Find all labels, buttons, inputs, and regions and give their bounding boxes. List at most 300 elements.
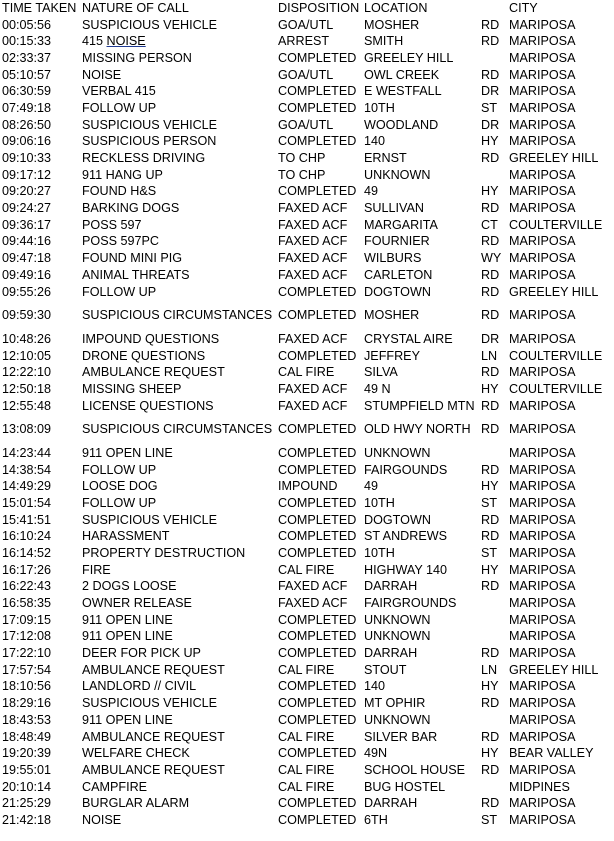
location-cell: 49N [364,746,388,761]
table-row [0,762,614,779]
table-row [0,67,614,84]
nature-cell: WELFARE CHECK [82,746,190,761]
table-row [0,612,614,629]
table-row [0,414,614,445]
disposition-cell: COMPLETED [278,495,357,510]
table-header [0,0,614,17]
nature-cell: SUSPICIOUS VEHICLE [82,696,218,711]
table-row [0,462,614,479]
time-cell: 09:10:33 [2,151,52,166]
time-cell: 09:36:17 [2,217,52,232]
disposition-cell: COMPLETED [278,284,357,299]
disposition-cell: CAL FIRE [278,662,335,677]
location-cell: JEFFREY [364,348,420,363]
city-cell: MARIPOSA [509,251,576,266]
table-row [0,595,614,612]
city-cell: MARIPOSA [509,167,576,182]
city-cell: MARIPOSA [509,84,576,99]
nature-cell: 911 OPEN LINE [82,629,173,644]
location-cell: HIGHWAY 140 [364,562,448,577]
disposition-cell: CAL FIRE [278,779,335,794]
time-cell: 00:15:33 [2,34,52,49]
location-cell: DOGTOWN [364,284,431,299]
street-type-cell: DR [481,331,500,346]
nature-cell: FOUND H&S [82,184,157,199]
time-cell: 09:24:27 [2,201,52,216]
location-cell: SILVA [364,365,398,380]
nature-cell: LICENSE QUESTIONS [82,398,214,413]
nature-cell: 911 OPEN LINE [82,445,173,460]
time-cell: 09:47:18 [2,251,52,266]
disposition-cell: COMPLETED [278,134,357,149]
nature-cell: 911 HANG UP [82,167,163,182]
disposition-cell: COMPLETED [278,629,357,644]
city-cell: COULTERVILLE [509,348,603,363]
nature-cell: SUSPICIOUS VEHICLE [82,117,218,132]
header-nature-of-call: NATURE OF CALL [82,0,189,15]
nature-cell: 415 NOISE [82,34,146,49]
disposition-cell: COMPLETED [278,348,357,363]
nature-cell: 911 OPEN LINE [82,712,173,727]
time-cell: 19:55:01 [2,762,52,777]
street-type-cell: RD [481,67,500,82]
city-cell: MARIPOSA [509,422,576,437]
table-row [0,284,614,301]
time-cell: 09:20:27 [2,184,52,199]
street-type-cell [479,445,507,462]
street-type-cell: RD [481,365,500,380]
header-time-taken: TIME TAKEN [2,0,77,15]
street-type-cell: HY [481,746,499,761]
table-row [0,250,614,267]
time-cell: 07:49:18 [2,100,52,115]
time-cell: 09:49:16 [2,267,52,282]
header-street-type [479,0,507,17]
disposition-cell: GOA/UTL [278,67,334,82]
nature-cell: ANIMAL THREATS [82,267,190,282]
city-cell: BEAR VALLEY [509,746,594,761]
city-cell: MARIPOSA [509,100,576,115]
location-cell: 140 [364,679,386,694]
location-cell: STOUT [364,662,407,677]
location-cell: UNKNOWN [364,712,431,727]
city-cell: MARIPOSA [509,529,576,544]
disposition-cell: CAL FIRE [278,562,335,577]
table-row [0,512,614,529]
street-type-cell: ST [481,545,498,560]
location-cell: FOURNIER [364,234,430,249]
location-cell: SCHOOL HOUSE [364,762,466,777]
table-row [0,495,614,512]
table-row [0,745,614,762]
city-cell: MARIPOSA [509,679,576,694]
disposition-cell: COMPLETED [278,445,357,460]
street-type-cell: HY [481,562,499,577]
disposition-cell: COMPLETED [278,746,357,761]
street-type-cell: RD [481,284,500,299]
nature-cell: SUSPICIOUS VEHICLE [82,17,218,32]
table-row [0,267,614,284]
city-cell: MARIPOSA [509,579,576,594]
nature-cell: HARASSMENT [82,529,170,544]
location-cell: CRYSTAL AIRE [364,331,453,346]
street-type-cell [479,50,507,67]
time-cell: 05:10:57 [2,67,52,82]
table-row [0,812,614,829]
table-body [0,17,614,829]
location-cell: FAIRGOUNDS [364,462,448,477]
time-cell: 14:38:54 [2,462,52,477]
disposition-cell: FAXED ACF [278,234,348,249]
street-type-cell: WY [481,251,502,266]
street-type-cell: RD [481,646,500,661]
location-cell: DARRAH [364,579,418,594]
street-type-cell: DR [481,84,500,99]
time-cell: 08:26:50 [2,117,52,132]
time-cell: 12:55:48 [2,398,52,413]
time-cell: 10:48:26 [2,331,52,346]
table-row [0,695,614,712]
disposition-cell: TO CHP [278,151,326,166]
table-row [0,662,614,679]
time-cell: 06:30:59 [2,84,52,99]
table-row [0,729,614,746]
city-cell: MARIPOSA [509,445,576,460]
time-cell: 18:43:53 [2,712,52,727]
street-type-cell [479,779,507,796]
time-cell: 12:10:05 [2,348,52,363]
nature-cell: SUSPICIOUS CIRCUMSTANCES [82,422,273,437]
location-cell: MT OPHIR [364,696,426,711]
disposition-cell: FAXED ACF [278,331,348,346]
disposition-cell: FAXED ACF [278,217,348,232]
nature-cell: SUSPICIOUS CIRCUMSTANCES [82,308,273,323]
location-cell: WILBURS [364,251,422,266]
nature-cell: MISSING SHEEP [82,381,182,396]
nature-cell: FOLLOW UP [82,462,157,477]
disposition-cell: GOA/UTL [278,117,334,132]
nature-cell: RECKLESS DRIVING [82,151,206,166]
street-type-cell [479,712,507,729]
disposition-cell: COMPLETED [278,308,357,323]
table-row [0,200,614,217]
street-type-cell: HY [481,381,499,396]
table-row [0,217,614,234]
city-cell: MARIPOSA [509,50,576,65]
disposition-cell: FAXED ACF [278,267,348,282]
table-row [0,579,614,596]
street-type-cell: RD [481,34,500,49]
nature-cell: POSS 597PC [82,234,160,249]
location-cell: ST ANDREWS [364,529,448,544]
disposition-cell: COMPLETED [278,512,357,527]
disposition-cell: GOA/UTL [278,17,334,32]
city-cell: MARIPOSA [509,729,576,744]
city-cell: MARIPOSA [509,331,576,346]
location-cell: BUG HOSTEL [364,779,446,794]
location-cell: E WESTFALL [364,84,442,99]
header-city: CITY [509,0,538,15]
nature-cell: LANDLORD // CIVIL [82,679,197,694]
street-type-cell: RD [481,796,500,811]
table-row [0,100,614,117]
disposition-cell: FAXED ACF [278,251,348,266]
nature-cell: 2 DOGS LOOSE [82,579,177,594]
header-location: LOCATION [364,0,428,15]
disposition-cell: FAXED ACF [278,579,348,594]
nature-cell: IMPOUND QUESTIONS [82,331,220,346]
time-cell: 14:49:29 [2,479,52,494]
disposition-cell: COMPLETED [278,796,357,811]
disposition-cell: TO CHP [278,167,326,182]
table-row [0,33,614,50]
location-cell: MOSHER [364,308,420,323]
city-cell: COULTERVILLE [509,381,603,396]
location-cell: GREELEY HILL [364,50,454,65]
table-row [0,150,614,167]
nature-cell: AMBULANCE REQUEST [82,762,225,777]
city-cell: MARIPOSA [509,495,576,510]
location-cell: STUMPFIELD MTN [364,398,475,413]
table-row [0,795,614,812]
nature-cell: AMBULANCE REQUEST [82,662,225,677]
time-cell: 20:10:14 [2,779,52,794]
street-type-cell: RD [481,462,500,477]
location-cell: MARGARITA [364,217,438,232]
time-cell: 00:05:56 [2,17,52,32]
disposition-cell: IMPOUND [278,479,338,494]
location-cell: OWL CREEK [364,67,440,82]
disposition-cell: ARREST [278,34,330,49]
table-row [0,348,614,365]
nature-cell: PROPERTY DESTRUCTION [82,545,246,560]
table-row [0,117,614,134]
city-cell: MIDPINES [509,779,570,794]
disposition-cell: CAL FIRE [278,365,335,380]
location-cell: CARLETON [364,267,433,282]
location-cell: ERNST [364,151,407,166]
time-cell: 09:17:12 [2,167,52,182]
street-type-cell: RD [481,512,500,527]
nature-cell: POSS 597 [82,217,142,232]
street-type-cell: HY [481,184,499,199]
time-cell: 16:22:43 [2,579,52,594]
street-type-cell [479,612,507,629]
disposition-cell: FAXED ACF [278,398,348,413]
city-cell: MARIPOSA [509,34,576,49]
street-type-cell: RD [481,422,500,437]
nature-cell: FOLLOW UP [82,495,157,510]
nature-cell: SUSPICIOUS PERSON [82,134,217,149]
street-type-cell: RD [481,308,500,323]
city-cell: MARIPOSA [509,545,576,560]
city-cell: MARIPOSA [509,562,576,577]
street-type-cell: ST [481,812,498,827]
city-cell: MARIPOSA [509,267,576,282]
table-row [0,134,614,151]
location-cell: SILVER BAR [364,729,438,744]
city-cell: MARIPOSA [509,762,576,777]
disposition-cell: FAXED ACF [278,596,348,611]
street-type-cell: RD [481,267,500,282]
table-row [0,83,614,100]
street-type-cell: RD [481,579,500,594]
time-cell: 17:22:10 [2,646,52,661]
disposition-cell: COMPLETED [278,812,357,827]
nature-cell: FOUND MINI PIG [82,251,183,266]
location-cell: 49 N [364,381,391,396]
table-row [0,645,614,662]
city-cell: MARIPOSA [509,67,576,82]
table-row [0,300,614,331]
location-cell: MOSHER [364,17,420,32]
time-cell: 17:57:54 [2,662,52,677]
time-cell: 12:50:18 [2,381,52,396]
location-cell: WOODLAND [364,117,439,132]
time-cell: 02:33:37 [2,50,52,65]
street-type-cell: RD [481,398,500,413]
underlined-word: NOISE [106,34,146,49]
time-cell: 18:10:56 [2,679,52,694]
nature-cell: BARKING DOGS [82,201,180,216]
city-cell: MARIPOSA [509,184,576,199]
time-cell: 19:20:39 [2,746,52,761]
street-type-cell: RD [481,529,500,544]
table-row [0,17,614,34]
street-type-cell: CT [481,217,498,232]
location-cell: UNKNOWN [364,629,431,644]
location-cell: UNKNOWN [364,612,431,627]
city-cell: MARIPOSA [509,201,576,216]
time-cell: 18:29:16 [2,696,52,711]
city-cell: MARIPOSA [509,462,576,477]
disposition-cell: COMPLETED [278,422,357,437]
location-cell: DOGTOWN [364,512,431,527]
street-type-cell: DR [481,117,500,132]
nature-cell: FOLLOW UP [82,100,157,115]
city-cell: MARIPOSA [509,117,576,132]
time-cell: 13:08:09 [2,422,52,437]
street-type-cell: LN [481,348,498,363]
time-cell: 16:17:26 [2,562,52,577]
disposition-cell: COMPLETED [278,679,357,694]
location-cell: SULLIVAN [364,201,424,216]
time-cell: 09:59:30 [2,308,52,323]
city-cell: MARIPOSA [509,796,576,811]
time-cell: 18:48:49 [2,729,52,744]
nature-cell: FOLLOW UP [82,284,157,299]
street-type-cell: LN [481,662,498,677]
table-row [0,234,614,251]
nature-cell: BURGLAR ALARM [82,796,190,811]
table-row [0,562,614,579]
disposition-cell: CAL FIRE [278,729,335,744]
nature-cell: LOOSE DOG [82,479,158,494]
time-cell: 09:55:26 [2,284,52,299]
time-cell: 17:12:08 [2,629,52,644]
table-row [0,545,614,562]
location-cell: 10TH [364,545,395,560]
street-type-cell: RD [481,201,500,216]
disposition-cell: COMPLETED [278,100,357,115]
table-row [0,398,614,415]
time-cell: 21:42:18 [2,812,52,827]
table-row [0,445,614,462]
city-cell: GREELEY HILL [509,662,599,677]
location-cell: 10TH [364,495,395,510]
city-cell: GREELEY HILL [509,151,599,166]
nature-cell: NOISE [82,812,122,827]
location-cell: 140 [364,134,386,149]
location-cell: 6TH [364,812,388,827]
table-row [0,629,614,646]
time-cell: 15:01:54 [2,495,52,510]
disposition-cell: FAXED ACF [278,381,348,396]
header-disposition: DISPOSITION [278,0,360,15]
street-type-cell: RD [481,696,500,711]
table-row [0,184,614,201]
disposition-cell: COMPLETED [278,545,357,560]
nature-cell: VERBAL 415 [82,84,156,99]
street-type-cell: ST [481,100,498,115]
city-cell: MARIPOSA [509,646,576,661]
nature-cell: NOISE [82,67,122,82]
street-type-cell [479,167,507,184]
time-cell: 12:22:10 [2,365,52,380]
location-cell: SMITH [364,34,404,49]
disposition-cell: COMPLETED [278,50,357,65]
street-type-cell: HY [481,679,499,694]
nature-cell: 911 OPEN LINE [82,612,173,627]
disposition-cell: COMPLETED [278,612,357,627]
nature-cell: AMBULANCE REQUEST [82,729,225,744]
time-cell: 16:58:35 [2,596,52,611]
disposition-cell: FAXED ACF [278,201,348,216]
location-cell: DARRAH [364,646,418,661]
disposition-cell: COMPLETED [278,184,357,199]
city-cell: GREELEY HILL [509,284,599,299]
city-cell: COULTERVILLE [509,217,603,232]
city-cell: MARIPOSA [509,812,576,827]
table-row [0,528,614,545]
city-cell: MARIPOSA [509,612,576,627]
location-cell: 49 [364,479,379,494]
street-type-cell: HY [481,479,499,494]
city-cell: MARIPOSA [509,365,576,380]
table-row [0,381,614,398]
city-cell: MARIPOSA [509,398,576,413]
nature-cell: DRONE QUESTIONS [82,348,206,363]
location-cell: 10TH [364,100,395,115]
disposition-cell: COMPLETED [278,84,357,99]
time-cell: 09:44:16 [2,234,52,249]
table-row [0,331,614,348]
nature-cell: FIRE [82,562,111,577]
city-cell: MARIPOSA [509,134,576,149]
street-type-cell: RD [481,729,500,744]
city-cell: MARIPOSA [509,17,576,32]
city-cell: MARIPOSA [509,512,576,527]
header-row [0,0,614,17]
disposition-cell: COMPLETED [278,529,357,544]
location-cell: 49 [364,184,379,199]
city-cell: MARIPOSA [509,308,576,323]
city-cell: MARIPOSA [509,696,576,711]
nature-cell: OWNER RELEASE [82,596,192,611]
street-type-cell: ST [481,495,498,510]
location-cell: FAIRGROUNDS [364,596,457,611]
time-cell: 15:41:51 [2,512,52,527]
